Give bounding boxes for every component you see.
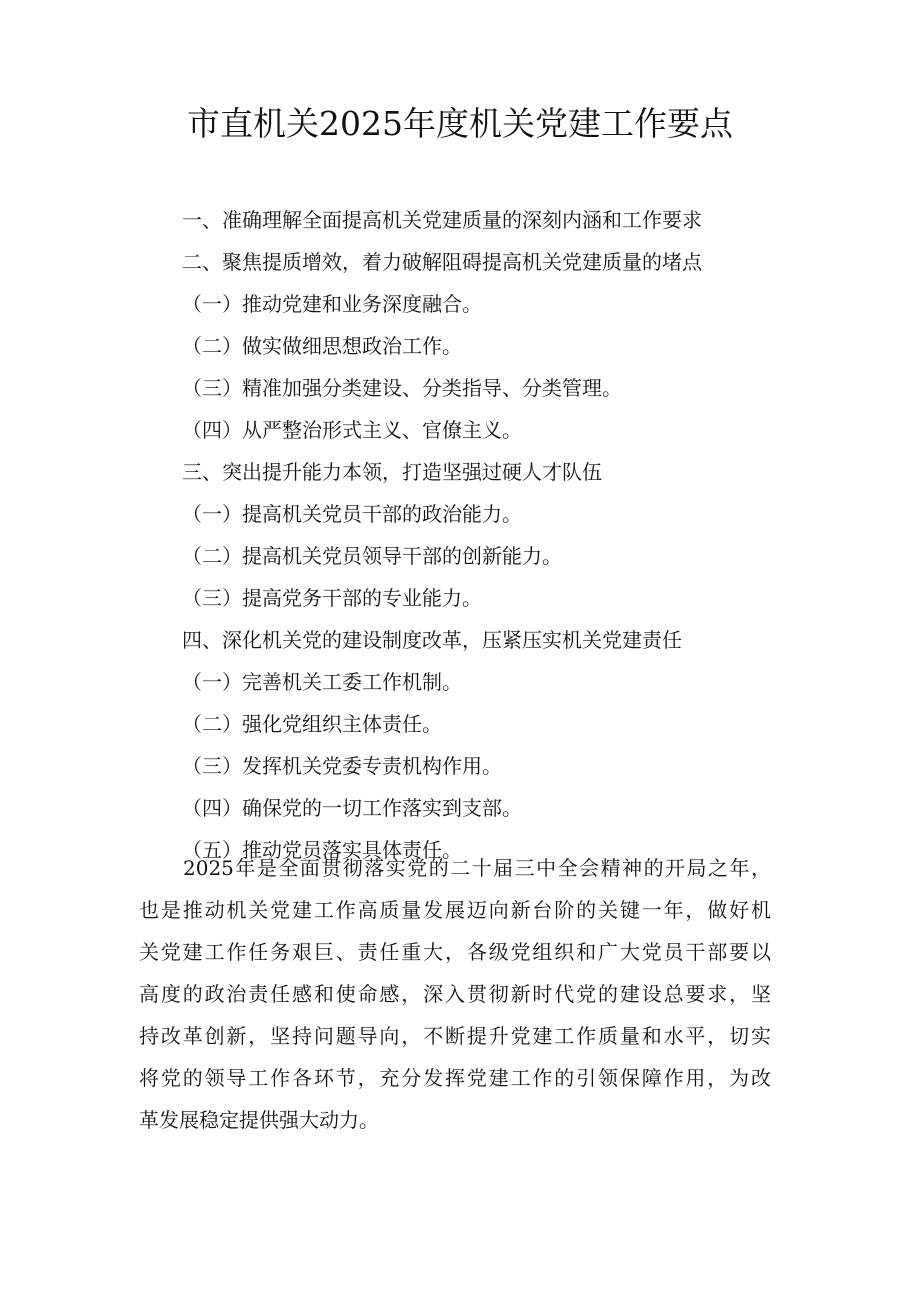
- outline-item: （一）推动党建和业务深度融合。: [182, 292, 482, 316]
- outline-item: （二）提高机关党员领导干部的创新能力。: [182, 544, 562, 568]
- outline-heading-2: 二、聚焦提质增效，着力破解阻碍提高机关党建质量的堵点: [182, 250, 702, 274]
- paragraph-line: 高度的政治责任感和使命感，深入贯彻新时代党的建设总要求，坚: [139, 982, 771, 1006]
- closing-paragraph: [139, 847, 771, 1141]
- outline-item: （五）推动党员落实具体责任。: [182, 838, 462, 862]
- outline-item: （二）强化党组织主体责任。: [182, 712, 442, 736]
- outline-item: （一）提高机关党员干部的政治能力。: [182, 502, 522, 526]
- outline-heading-3: 三、突出提升能力本领，打造坚强过硬人才队伍: [182, 460, 602, 484]
- outline-item: （一）完善机关工委工作机制。: [182, 670, 462, 694]
- outline-item: （三）精准加强分类建设、分类指导、分类管理。: [182, 376, 622, 400]
- document-title: 市直机关2025年度机关党建工作要点: [187, 104, 733, 143]
- outline-heading-4: 四、深化机关党的建设制度改革，压紧压实机关党建责任: [182, 628, 682, 652]
- outline-item: （三）发挥机关党委专责机构作用。: [182, 754, 502, 778]
- outline-item: （三）提高党务干部的专业能力。: [182, 586, 482, 610]
- outline-heading-1: 一、准确理解全面提高机关党建质量的深刻内涵和工作要求: [182, 208, 702, 232]
- paragraph-line: 也是推动机关党建工作高质量发展迈向新台阶的关键一年，做好机: [139, 898, 771, 922]
- outline-item: （四）确保党的一切工作落实到支部。: [182, 796, 522, 820]
- paragraph-line: 2025年是全面贯彻落实党的二十届三中全会精神的开局之年，: [183, 856, 771, 880]
- paragraph-line: 革发展稳定提供强大动力。: [139, 1108, 379, 1132]
- paragraph-line: 将党的领导工作各环节，充分发挥党建工作的引领保障作用，为改: [139, 1066, 771, 1090]
- outline-item: （四）从严整治形式主义、官僚主义。: [182, 418, 522, 442]
- outline-list: [182, 199, 782, 871]
- outline-item: （二）做实做细思想政治工作。: [182, 334, 462, 358]
- paragraph-line: 持改革创新，坚持问题导向，不断提升党建工作质量和水平，切实: [139, 1024, 771, 1048]
- paragraph-line: 关党建工作任务艰巨、责任重大，各级党组织和广大党员干部要以: [139, 940, 771, 964]
